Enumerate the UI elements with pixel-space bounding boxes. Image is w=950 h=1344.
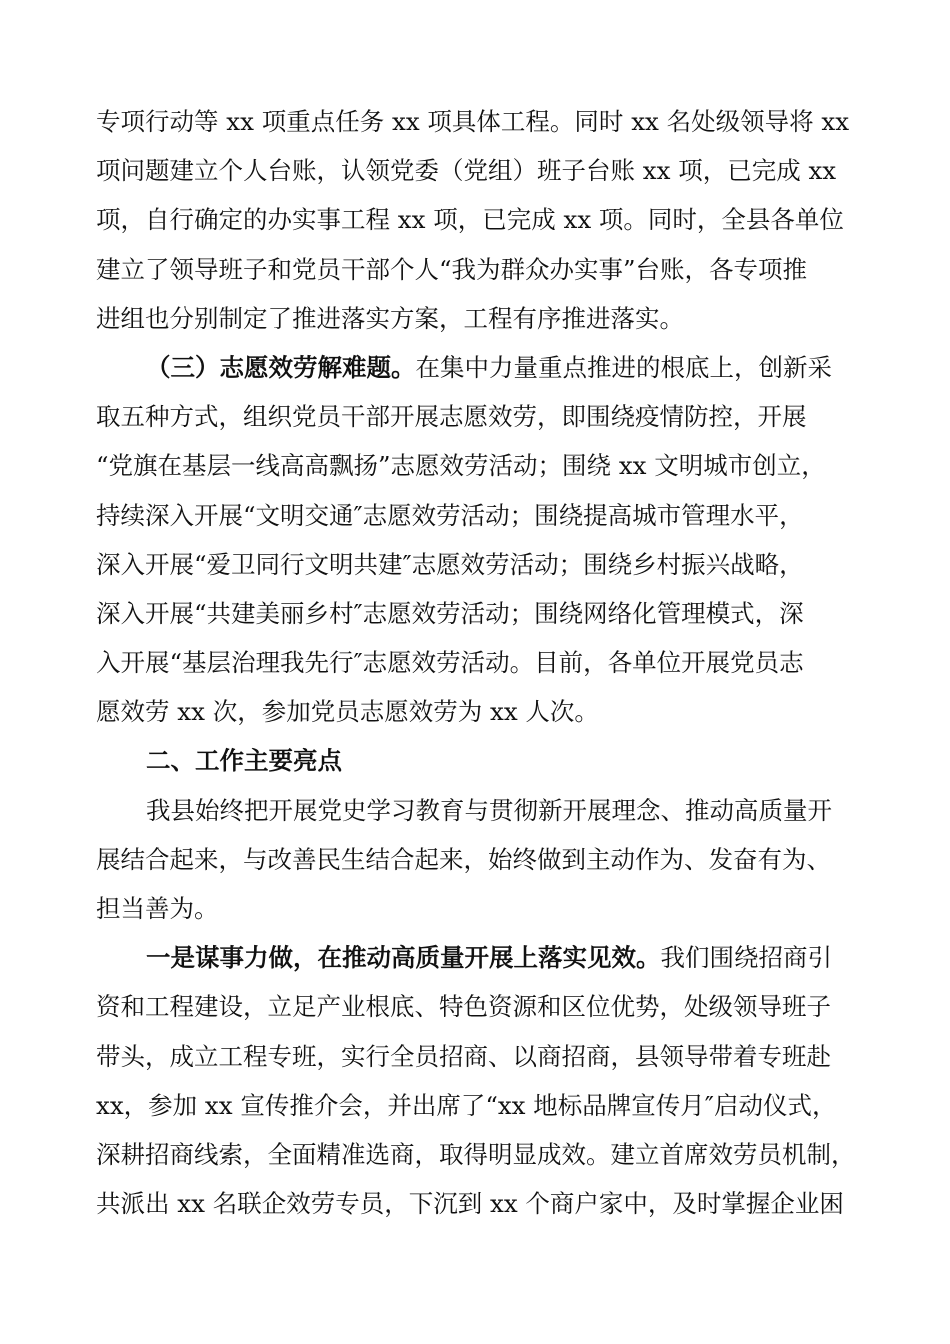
paragraph-task-ledger (96, 97, 860, 343)
text-line: 进组也分别制定了推进落实方案，工程有序推进落实。 (96, 303, 684, 333)
document-body (96, 97, 860, 1228)
text-line: 项问题建立个人台账，认领党委（党组）班子台账 xx 项，已完成 xx (96, 156, 837, 186)
text-run: 我们围绕招商引 (660, 943, 832, 973)
paragraph-volunteer-service (96, 343, 860, 737)
text-run: 在集中力量重点推进的根底上，创新采 (415, 352, 832, 382)
subsection-heading: （三）志愿效劳解难题。 (146, 352, 416, 382)
text-line: 共派出 xx 名联企效劳专员，下沉到 xx 个商户家中，及时掌握企业困 (96, 1189, 844, 1219)
text-line: xx，参加 xx 宣传推介会，并出席了“xx 地标品牌宣传月″启动仪式， (96, 1090, 837, 1120)
paragraph-high-quality-development (96, 933, 860, 1228)
section-title: 二、工作主要亮点 (146, 746, 342, 776)
text-line (96, 343, 860, 392)
text-line: 持续深入开展“文明交通″志愿效劳活动；围绕提高城市管理水平， (96, 500, 804, 530)
text-line: 深入开展“爱卫同行文明共建″志愿效劳活动；围绕乡村振兴战略， (96, 549, 804, 579)
text-line: 愿效劳 xx 次，参加党员志愿效劳为 xx 人次。 (96, 697, 599, 727)
text-line: 专项行动等 xx 项重点任务 xx 项具体工程。同时 xx 名处级领导将 xx (96, 107, 850, 136)
subsection-heading: 一是谋事力做，在推动高质量开展上落实见效。 (146, 943, 661, 973)
section-heading-highlights (96, 736, 860, 785)
paragraph-highlights-intro (96, 786, 860, 934)
text-line: 深入开展“共建美丽乡村″志愿效劳活动；围绕网络化管理模式，深 (96, 598, 804, 628)
text-line: 取五种方式，组织党员干部开展志愿效劳，即围绕疫情防控，开展 (96, 402, 807, 432)
text-line: 展结合起来，与改善民生结合起来，始终做到主动作为、发奋有为、 (96, 844, 831, 874)
text-line: 建立了领导班子和党员干部个人“我为群众办实事”台账，各专项推 (96, 254, 808, 284)
text-line: 入开展“基层治理我先行″志愿效劳活动。目前，各单位开展党员志 (96, 648, 804, 678)
text-line: 带头，成立工程专班，实行全员招商、以商招商，县领导带着专班赴 (96, 1041, 831, 1071)
text-line: 深耕招商线索，全面精准选商，取得明显成效。建立首席效劳员机制， (96, 1139, 856, 1169)
text-line: 我县始终把开展党史学习教育与贯彻新开展理念、推动高质量开 (146, 795, 832, 825)
text-line: 资和工程建设，立足产业根底、特色资源和区位优势，处级领导班子 (96, 992, 831, 1022)
text-line: 担当善为。 (96, 894, 219, 923)
text-line (96, 933, 860, 982)
text-line: 项，自行确定的办实事工程 xx 项，已完成 xx 项。同时，全县各单位 (96, 205, 844, 235)
text-line: “党旗在基层一线高高飘扬”志愿效劳活动；围绕 xx 文明城市创立， (96, 451, 826, 481)
